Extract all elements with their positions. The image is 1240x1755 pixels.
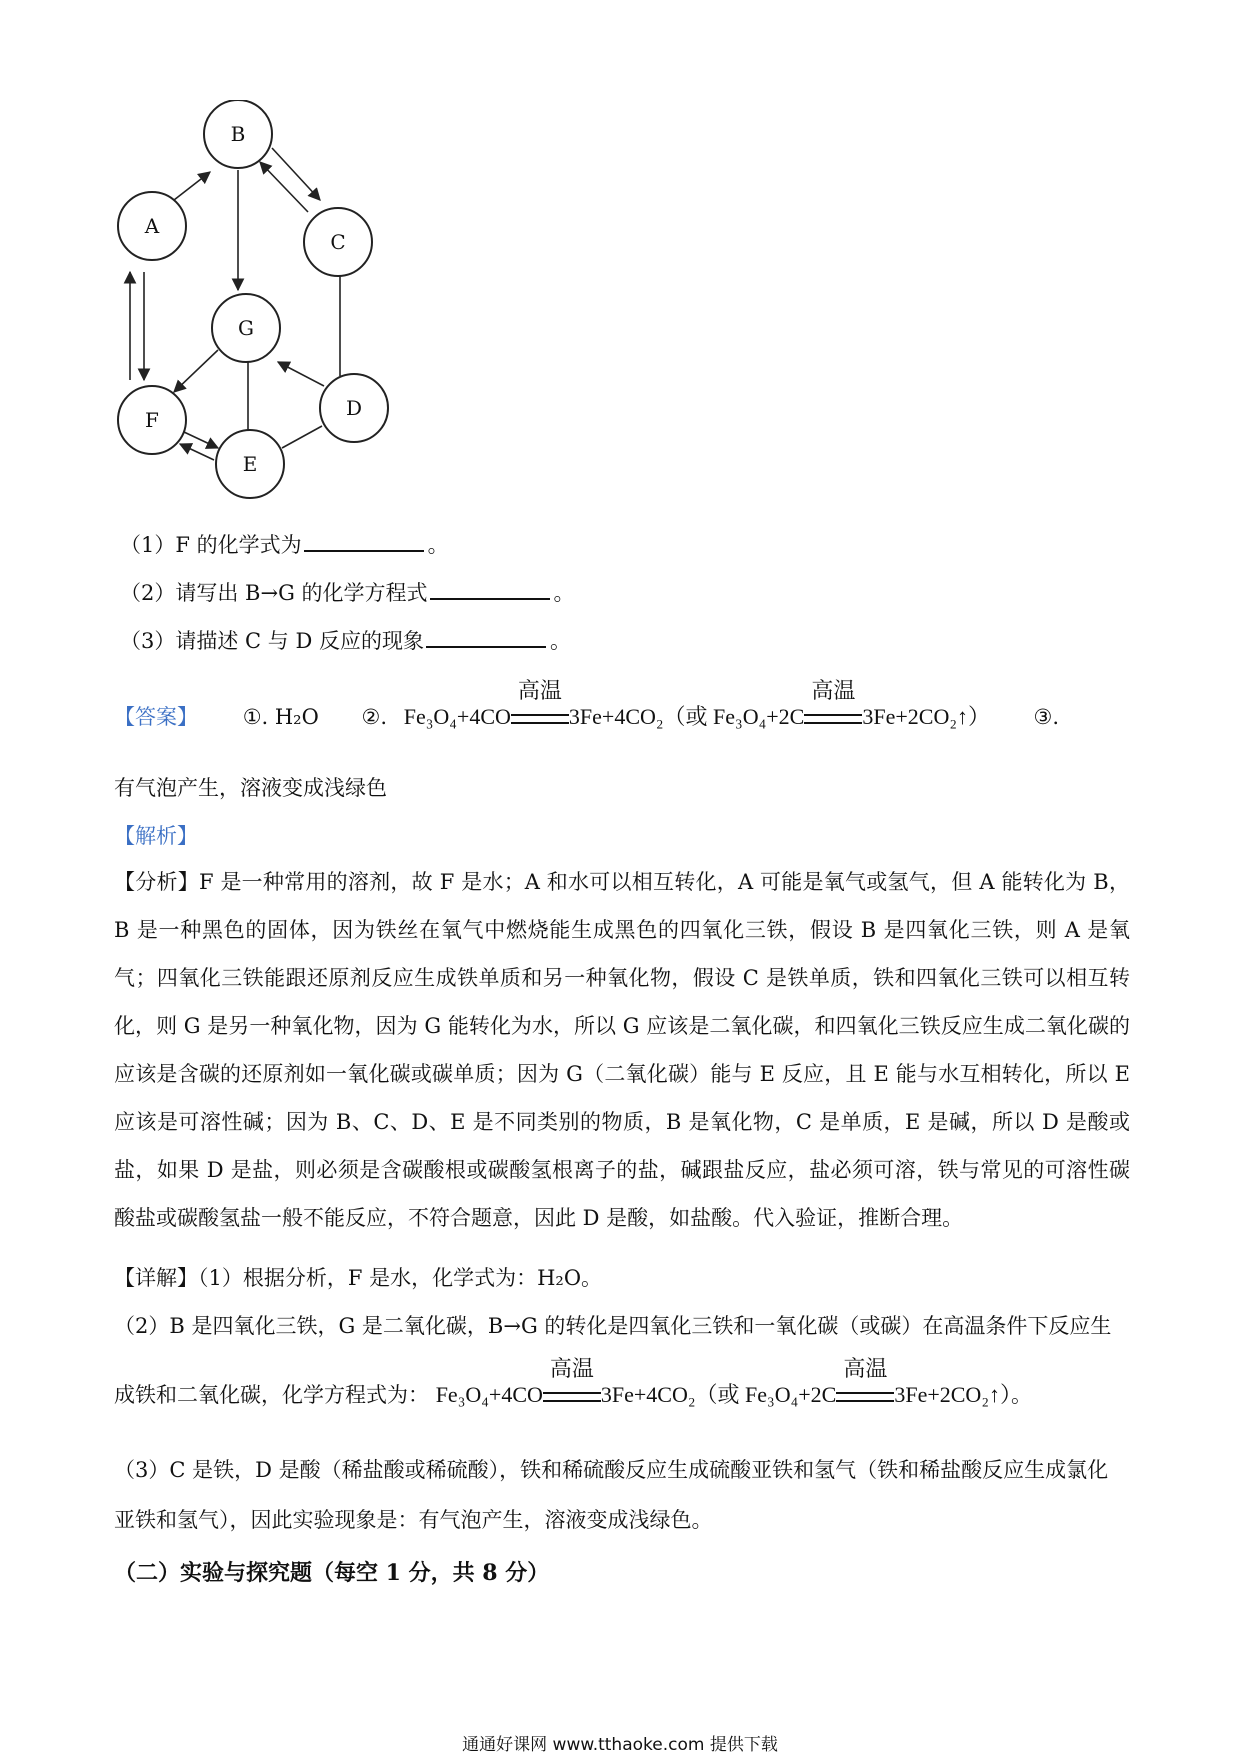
detail-line-5: 亚铁和氢气），因此实验现象是：有气泡产生，溶液变成浅绿色。 (114, 1508, 713, 1532)
question-3-suffix: 。 (549, 629, 571, 653)
detail-line-4: （3）C 是铁，D 是酸（稀盐酸或稀硫酸），铁和稀硫酸反应生成硫酸亚铁和氢气（铁和稀盐酸反应生成氯化 (114, 1458, 1109, 1482)
eq1-condition-text: 高温 (517, 679, 562, 704)
eq2-right: 3Fe+2CO₂↑） (862, 704, 990, 729)
arrow-g-to-f (174, 350, 218, 392)
arrow-c-to-b (260, 162, 308, 212)
node-label-B: B (230, 122, 246, 146)
node-label-D: D (345, 396, 363, 420)
node-label-A: A (144, 214, 160, 238)
question-3 (120, 626, 571, 656)
answer-blank-3[interactable] (426, 626, 546, 648)
analysis-tag: 【解析】 (114, 824, 198, 848)
arrow-e-to-f (180, 444, 214, 460)
reaction-relationship-diagram (100, 100, 400, 510)
detail-equation (435, 1357, 1011, 1407)
d-eq2-condition (836, 1357, 894, 1408)
d-eq2-left: （或 Fe₃O₄+2C (695, 1382, 837, 1407)
node-label-E: E (242, 452, 258, 476)
d-eq1-right: 3Fe+4CO₂ (600, 1382, 696, 1407)
answer-line (114, 679, 1060, 731)
page-footer: 通通好课网 www.tthaoke.com 提供下载 (462, 1735, 778, 1755)
answer-item-2-label: ②. (361, 705, 388, 729)
question-1 (120, 530, 449, 560)
eq2-condition (804, 679, 862, 730)
question-3-text: （3）请描述 C 与 D 反应的现象 (120, 629, 424, 653)
question-2-suffix: 。 (553, 581, 575, 605)
arrow-f-to-e (184, 432, 218, 448)
answer-item-3-label: ③. (1033, 705, 1060, 729)
detail-line-1: 【详解】（1）根据分析，F 是水，化学式为：H₂O。 (114, 1266, 603, 1290)
answer-equation (403, 679, 996, 729)
arrow-d-to-g (278, 362, 324, 386)
section-heading: （二）实验与探究题（每空 1 分，共 8 分） (114, 1560, 550, 1586)
detail-line-3-end: 。 (1010, 1383, 1032, 1407)
d-eq1-left: Fe₃O₄+4CO (435, 1382, 543, 1407)
eq1-left: Fe₃O₄+4CO (403, 704, 511, 729)
analysis-paragraph: 【分析】F 是一种常用的溶剂，故 F 是水；A 和水可以相互转化，A 可能是氧气或氢气，但 A 能转化为 B，B 是一种黑色的固体，因为铁丝在氧气中燃烧能生成黑色的四氧化三铁，假设 B 是四氧化三铁，则 A 是氧气；四氧化三铁能跟还原剂反应生成铁单质和另一种氧化物，假设 C 是铁单质，铁和四氧化三铁可以相互转化，则 G 是另一种氧化物，因为 G 能转化为水，所以 G 应该是二氧化碳，和四氧化三铁反应生成二氧化碳的应该是含碳的还原剂如一氧化碳或碳单质；因为 G（二氧化碳）能与 E 反应，且 E 能与水互相转化，所以 E 应该是可溶性碱；因为 B、C、D、E 是不同类别的物质，B 是氧化物，C 是单质，E 是碱，所以 D 是酸或盐，如果 D 是盐，则必须是含碳酸根或碳酸氢根离子的盐，碱跟盐反应，盐必须可溶，铁与常见的可溶性碳酸盐或碳酸氢盐一般不能反应，不符合题意，因此 D 是酸，如盐酸。代入验证，推断合理。 (114, 870, 1130, 1230)
node-label-G: G (238, 316, 254, 340)
detail-line-3-prefix: 成铁和二氧化碳，化学方程式为： (114, 1383, 429, 1407)
d-eq1-condition-text: 高温 (549, 1357, 594, 1382)
arrow-b-to-c (272, 148, 320, 200)
line-d-e (282, 426, 322, 448)
node-label-F: F (145, 408, 159, 432)
question-1-suffix: 。 (427, 533, 449, 557)
d-eq1-condition (543, 1357, 601, 1408)
detail-line-3 (114, 1357, 1032, 1409)
answer-tag: 【答案】 (114, 705, 198, 729)
answer-blank-1[interactable] (304, 530, 424, 552)
node-label-C: C (330, 230, 346, 254)
eq1-right: 3Fe+4CO₂ (568, 704, 664, 729)
answer-item-1: ①. H₂O (242, 705, 319, 729)
d-eq2-right: 3Fe+2CO₂↑） (894, 1382, 1011, 1407)
d-eq2-condition-text: 高温 (843, 1357, 888, 1382)
question-2 (120, 578, 575, 608)
answer-item-3-text: 有气泡产生，溶液变成浅绿色 (114, 776, 387, 800)
eq1-condition (511, 679, 569, 730)
eq2-condition-text: 高温 (811, 679, 856, 704)
question-2-text: （2）请写出 B→G 的化学方程式 (120, 581, 428, 605)
eq2-left: （或 Fe₃O₄+2C (663, 704, 805, 729)
detail-line-2: （2）B 是四氧化三铁，G 是二氧化碳，B→G 的转化是四氧化三铁和一氧化碳（或碳）在高温条件下反应生 (114, 1314, 1112, 1338)
answer-blank-2[interactable] (430, 578, 550, 600)
question-1-text: （1）F 的化学式为 (120, 533, 302, 557)
arrow-a-to-b (174, 172, 210, 200)
